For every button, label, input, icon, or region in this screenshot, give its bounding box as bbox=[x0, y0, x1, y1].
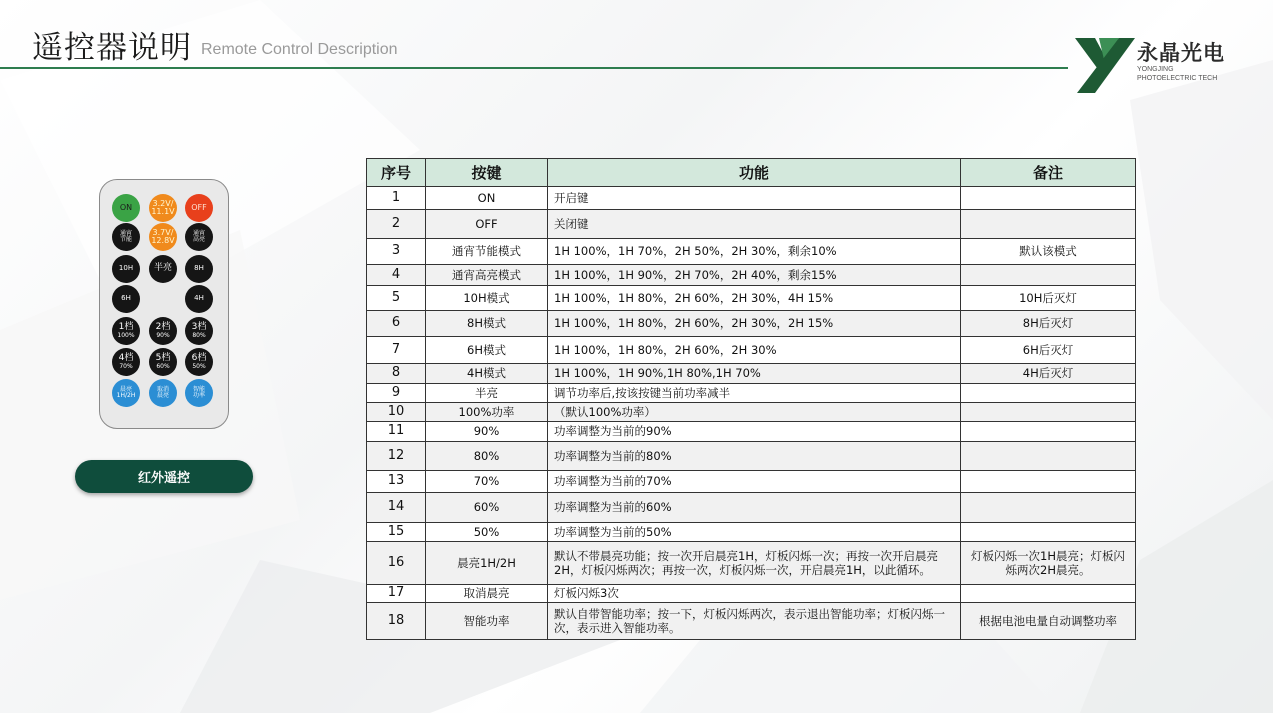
remote-cancel-morning-button: 取消 晨亮 bbox=[149, 379, 177, 407]
row-number: 14 bbox=[367, 493, 426, 523]
row-number: 16 bbox=[367, 542, 426, 585]
infrared-remote-label-button[interactable]: 红外遥控 bbox=[75, 460, 253, 493]
remote-level2-button: 2档 90% bbox=[149, 317, 177, 345]
row-note bbox=[961, 523, 1136, 542]
row-function: 功率调整为当前的80% bbox=[548, 442, 961, 471]
row-function: 功率调整为当前的70% bbox=[548, 471, 961, 493]
row-function: 默认自带智能功率；按一下，灯板闪烁两次，表示退出智能功率；灯板闪烁一次，表示进入智能功率。 bbox=[548, 603, 961, 640]
table-row bbox=[367, 265, 1136, 286]
row-key: 6H模式 bbox=[426, 337, 548, 364]
row-key: 晨亮1H/2H bbox=[426, 542, 548, 585]
remote-function-table bbox=[366, 158, 1136, 640]
row-number: 8 bbox=[367, 364, 426, 384]
row-key: OFF bbox=[426, 210, 548, 239]
table-row bbox=[367, 442, 1136, 471]
header-note: 备注 bbox=[961, 159, 1136, 187]
row-number: 17 bbox=[367, 585, 426, 603]
row-note bbox=[961, 493, 1136, 523]
remote-half-bright-button: 半亮 bbox=[149, 255, 177, 283]
row-number: 5 bbox=[367, 286, 426, 311]
row-note bbox=[961, 442, 1136, 471]
table-row bbox=[367, 471, 1136, 493]
row-function: 1H 100%，1H 80%，2H 60%，2H 30% bbox=[548, 337, 961, 364]
table-row bbox=[367, 603, 1136, 640]
table-row bbox=[367, 311, 1136, 337]
row-function: 灯板闪烁3次 bbox=[548, 585, 961, 603]
row-note: 根据电池电量自动调整功率 bbox=[961, 603, 1136, 640]
remote-voltage-37-button: 3.7V/ 12.8V bbox=[149, 223, 177, 251]
row-key: 通宵节能模式 bbox=[426, 239, 548, 265]
table-row bbox=[367, 585, 1136, 603]
remote-voltage-32-button: 3.2V/ 11.1V bbox=[149, 194, 177, 222]
row-number: 18 bbox=[367, 603, 426, 640]
header-key: 按键 bbox=[426, 159, 548, 187]
row-note bbox=[961, 422, 1136, 442]
row-function: 功率调整为当前的60% bbox=[548, 493, 961, 523]
row-key: 60% bbox=[426, 493, 548, 523]
row-key: 100%功率 bbox=[426, 403, 548, 422]
row-number: 9 bbox=[367, 384, 426, 403]
table-row bbox=[367, 286, 1136, 311]
table-row bbox=[367, 364, 1136, 384]
remote-control-illustration bbox=[99, 179, 229, 429]
row-key: 半亮 bbox=[426, 384, 548, 403]
remote-level1-button: 1档 100% bbox=[112, 317, 140, 345]
page-title: 遥控器说明 bbox=[32, 30, 192, 66]
row-key: ON bbox=[426, 187, 548, 210]
row-number: 12 bbox=[367, 442, 426, 471]
header-divider bbox=[0, 67, 1068, 69]
row-key: 通宵高亮模式 bbox=[426, 265, 548, 286]
row-function: 开启键 bbox=[548, 187, 961, 210]
company-name-en-2: PHOTOELECTRIC TECH bbox=[1137, 75, 1218, 82]
row-note bbox=[961, 210, 1136, 239]
row-note: 默认该模式 bbox=[961, 239, 1136, 265]
company-name-en-1: YONGJING bbox=[1137, 66, 1174, 73]
row-function: 功率调整为当前的50% bbox=[548, 523, 961, 542]
row-key: 70% bbox=[426, 471, 548, 493]
remote-level3-button: 3档 80% bbox=[185, 317, 213, 345]
remote-on-button: ON bbox=[112, 194, 140, 222]
remote-smart-power-button: 智能 功率 bbox=[185, 379, 213, 407]
row-key: 8H模式 bbox=[426, 311, 548, 337]
row-number: 4 bbox=[367, 265, 426, 286]
row-key: 4H模式 bbox=[426, 364, 548, 384]
table-row bbox=[367, 422, 1136, 442]
row-note bbox=[961, 265, 1136, 286]
page-subtitle: Remote Control Description bbox=[201, 41, 398, 58]
table-header-row bbox=[367, 159, 1136, 187]
table-row bbox=[367, 210, 1136, 239]
table-row bbox=[367, 403, 1136, 422]
header-number: 序号 bbox=[367, 159, 426, 187]
remote-night-bright-button: 通宵 高亮 bbox=[185, 223, 213, 251]
row-key: 10H模式 bbox=[426, 286, 548, 311]
row-function: 1H 100%，1H 90%，2H 70%，2H 40%，剩余15% bbox=[548, 265, 961, 286]
table-row bbox=[367, 542, 1136, 585]
row-number: 11 bbox=[367, 422, 426, 442]
row-function: 默认不带晨亮功能；按一次开启晨亮1H，灯板闪烁一次；再按一次开启晨亮2H，灯板闪烁两次；再按一次，灯板闪烁一次，开启晨亮1H，以此循环。 bbox=[548, 542, 961, 585]
row-note: 4H后灭灯 bbox=[961, 364, 1136, 384]
table-row bbox=[367, 493, 1136, 523]
table-row bbox=[367, 384, 1136, 403]
row-note bbox=[961, 384, 1136, 403]
row-number: 3 bbox=[367, 239, 426, 265]
row-key: 80% bbox=[426, 442, 548, 471]
row-function: 功率调整为当前的90% bbox=[548, 422, 961, 442]
row-key: 取消晨亮 bbox=[426, 585, 548, 603]
company-name-cn: 永晶光电 bbox=[1137, 41, 1225, 65]
remote-morning-light-button: 晨亮 1H/2H bbox=[112, 379, 140, 407]
row-function: 调节功率后,按该按键当前功率减半 bbox=[548, 384, 961, 403]
remote-level6-button: 6档 50% bbox=[185, 348, 213, 376]
row-note: 6H后灭灯 bbox=[961, 337, 1136, 364]
table-row bbox=[367, 523, 1136, 542]
row-note bbox=[961, 471, 1136, 493]
table-row bbox=[367, 337, 1136, 364]
row-note bbox=[961, 187, 1136, 210]
row-number: 7 bbox=[367, 337, 426, 364]
row-note: 10H后灭灯 bbox=[961, 286, 1136, 311]
row-function: 1H 100%，1H 70%，2H 50%，2H 30%，剩余10% bbox=[548, 239, 961, 265]
remote-night-saving-button: 通宵 节能 bbox=[112, 223, 140, 251]
remote-8h-button: 8H bbox=[185, 255, 213, 283]
row-function: 关闭键 bbox=[548, 210, 961, 239]
row-key: 90% bbox=[426, 422, 548, 442]
row-note bbox=[961, 403, 1136, 422]
row-number: 1 bbox=[367, 187, 426, 210]
remote-off-button: OFF bbox=[185, 194, 213, 222]
row-function: 1H 100%，1H 80%，2H 60%，2H 30%，2H 15% bbox=[548, 311, 961, 337]
remote-level4-button: 4档 70% bbox=[112, 348, 140, 376]
remote-level5-button: 5档 60% bbox=[149, 348, 177, 376]
row-note bbox=[961, 585, 1136, 603]
remote-10h-button: 10H bbox=[112, 255, 140, 283]
row-function: （默认100%功率） bbox=[548, 403, 961, 422]
row-number: 2 bbox=[367, 210, 426, 239]
row-key: 50% bbox=[426, 523, 548, 542]
remote-6h-button: 6H bbox=[112, 285, 140, 313]
row-number: 10 bbox=[367, 403, 426, 422]
row-key: 智能功率 bbox=[426, 603, 548, 640]
remote-4h-button: 4H bbox=[185, 285, 213, 313]
table-row bbox=[367, 239, 1136, 265]
row-number: 6 bbox=[367, 311, 426, 337]
header-function: 功能 bbox=[548, 159, 961, 187]
row-number: 15 bbox=[367, 523, 426, 542]
table-row bbox=[367, 187, 1136, 210]
row-function: 1H 100%，1H 90%,1H 80%,1H 70% bbox=[548, 364, 961, 384]
row-note: 灯板闪烁一次1H晨亮；灯板闪烁两次2H晨亮。 bbox=[961, 542, 1136, 585]
row-function: 1H 100%，1H 80%，2H 60%，2H 30%，4H 15% bbox=[548, 286, 961, 311]
row-note: 8H后灭灯 bbox=[961, 311, 1136, 337]
row-number: 13 bbox=[367, 471, 426, 493]
